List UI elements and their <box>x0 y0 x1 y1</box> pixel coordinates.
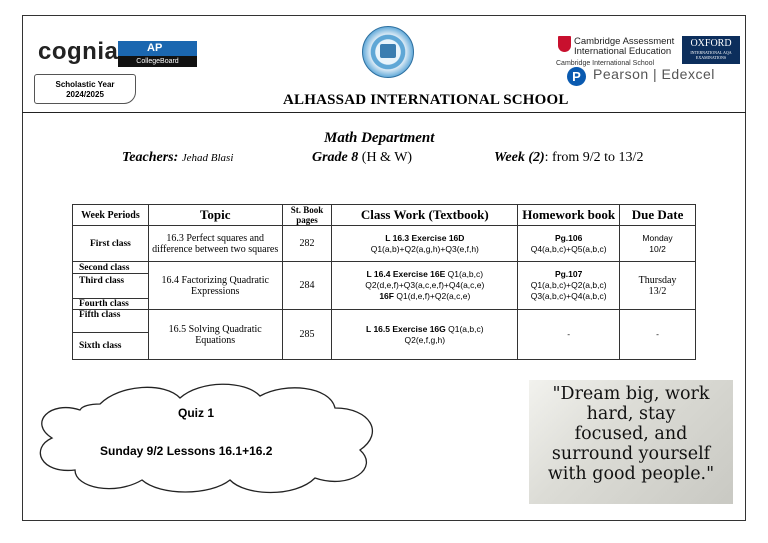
header-due-date: Due Date <box>620 205 696 226</box>
department-title: Math Department <box>324 130 435 146</box>
weekly-plan-table <box>72 204 696 360</box>
grade-label: Grade 8 <box>312 150 359 165</box>
collegeboard-logo-text: CollegeBoard <box>118 56 197 67</box>
week-label: Week (2) <box>494 150 545 165</box>
table-row <box>73 226 696 262</box>
ap-collegeboard-logo <box>118 41 197 67</box>
motivational-quote <box>529 380 733 504</box>
topic-cell: 16.4 Factorizing Quadratic Expressions <box>148 262 282 310</box>
oxford-logo: OXFORD INTERNATIONAL AQA EXAMINATIONS <box>682 36 740 64</box>
due-cell: Thursday 13/2 <box>620 262 696 310</box>
period-cell: Second class Third class Fourth class <box>73 262 149 310</box>
scholastic-year-label: Scholastic Year <box>55 80 115 89</box>
cambridge-school-label: Cambridge International School <box>556 60 655 67</box>
teachers-label: Teachers: <box>122 150 179 165</box>
teacher-name: Jehad Blasi <box>181 152 234 164</box>
scholastic-year-box <box>34 74 136 104</box>
cambridge-shield-icon <box>558 36 571 52</box>
header-book-pages: St. Book pages <box>282 205 332 226</box>
header-week-periods: Week Periods <box>73 205 149 226</box>
teachers-line <box>122 150 233 166</box>
homework-cell: - <box>518 310 620 360</box>
quiz-title: Quiz 1 <box>178 406 215 420</box>
header-homework-book: Homework book <box>518 205 620 226</box>
school-name: ALHASSAD INTERNATIONAL SCHOOL <box>283 92 569 108</box>
quote-line: hard, stay <box>586 404 676 424</box>
table-row <box>73 310 696 360</box>
week-range: : from 9/2 to 13/2 <box>544 150 644 165</box>
homework-cell: Pg.107 Q1(a,b,c)+Q2(a,b,c) Q3(a,b,c)+Q4(a,b,c) <box>518 262 620 310</box>
pearson-edexcel-logo: Pearson | Edexcel <box>593 66 715 82</box>
period-cell: First class <box>73 226 149 262</box>
pages-cell: 282 <box>282 226 332 262</box>
grade-value: (H & W) <box>361 150 413 165</box>
pearson-p-icon: P <box>567 67 586 86</box>
classwork-cell: L 16.5 Exercise 16G Q1(a,b,c) Q2(e,f,g,h) <box>332 310 518 360</box>
grade-line <box>312 150 412 166</box>
homework-cell: Pg.106 Q4(a,b,c)+Q5(a,b,c) <box>518 226 620 262</box>
quote-line: focused, and <box>574 424 688 444</box>
due-cell: - <box>620 310 696 360</box>
period-cell: Fifth class Sixth class <box>73 310 149 360</box>
pages-cell: 284 <box>282 262 332 310</box>
quiz-cloud-shape <box>30 378 390 498</box>
quote-line: with good people." <box>547 464 715 484</box>
classwork-cell: L 16.3 Exercise 16D Q1(a,b)+Q2(a,g,h)+Q3(e,f,h) <box>332 226 518 262</box>
cognia-logo: cognia <box>38 38 119 65</box>
table-row <box>73 262 696 310</box>
week-line <box>494 150 643 166</box>
scholastic-year-value: 2024/2025 <box>66 90 104 99</box>
school-seal-icon <box>362 26 414 78</box>
topic-cell: 16.3 Perfect squares and difference between two squares <box>148 226 282 262</box>
ap-logo-text: AP <box>147 42 163 54</box>
topic-cell: 16.5 Solving Quadratic Equations <box>148 310 282 360</box>
classwork-cell: L 16.4 Exercise 16E Q1(a,b,c) Q2(d,e,f)+Q3(a,c,e,f)+Q4(a,c,e) 16F Q1(d,e,f)+Q2(a,c,e) <box>332 262 518 310</box>
quiz-details: Sunday 9/2 Lessons 16.1+16.2 <box>100 444 273 458</box>
pages-cell: 285 <box>282 310 332 360</box>
due-cell: Monday 10/2 <box>620 226 696 262</box>
header-class-work: Class Work (Textbook) <box>332 205 518 226</box>
header-topic: Topic <box>148 205 282 226</box>
quote-line: "Dream big, work <box>552 384 710 404</box>
quote-line: surround yourself <box>551 444 711 464</box>
table-header-row <box>73 205 696 226</box>
header-divider <box>22 112 746 113</box>
